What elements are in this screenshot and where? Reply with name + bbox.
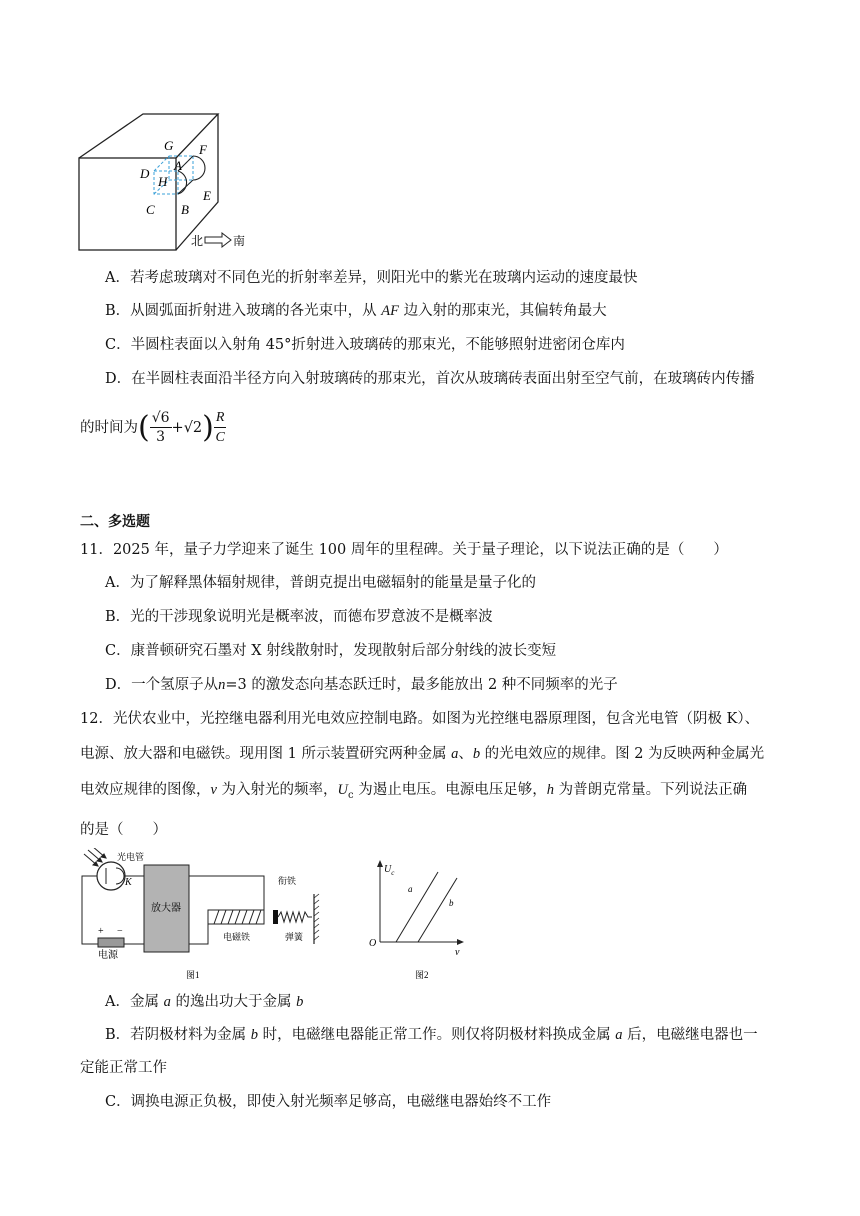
spring-icon [278, 912, 312, 922]
armature-label: 衔铁 [278, 876, 297, 886]
section-title: 二、多选题 [80, 514, 150, 530]
q12-option-b-line1: B．若阴极材料为金属 b 时，电磁继电器能正常工作。则仅将阴极材料换成金属 a 后，电磁继电器也一 [105, 1027, 758, 1043]
q11-option-b: B．光的干涉现象说明光是概率波，而德布罗意波不是概率波 [105, 609, 493, 625]
label-H: H [158, 174, 168, 189]
power-source-icon [98, 938, 124, 947]
power-label: 电源 [98, 950, 118, 961]
label-A: A [174, 158, 182, 173]
line-a-label: a [408, 884, 413, 894]
q12-option-c: C．调换电源正负极，即使入射光频率足够高，电磁继电器始终不工作 [105, 1094, 552, 1110]
armature-icon [273, 910, 278, 924]
q10-option-d-line2: 的时间为 ( $\frac{√6}{3}$ +√2 ) $\frac{R}{C}$ [80, 409, 225, 445]
q11-stem: 11．2025 年，量子力学迎来了诞生 100 周年的里程碑。关于量子理论，以下说法正确的是（ ） [80, 542, 728, 558]
q12-stem-line4: 的是（ ） [80, 822, 167, 838]
power-minus: − [117, 926, 123, 937]
cathode-label: K [125, 877, 132, 888]
line-b-label: b [449, 898, 454, 908]
direction-north: 北 [191, 234, 204, 248]
direction-south: 南 [233, 234, 246, 248]
q12-stem-line2: 电源、放大器和电磁铁。现用图 1 所示装置研究两种金属 a、b 的光电效应的规律。图 2 为反映两种金属光 [80, 746, 765, 762]
q11-option-c: C．康普顿研究石墨对 X 射线散射时，发现散射后部分射线的波长变短 [105, 643, 557, 659]
fraction-sqrt6-over-3: $\frac{√6}{3}$ [151, 410, 170, 445]
q11-option-d: D．一个氢原子从n=3 的激发态向基态跃迁时，最多能放出 2 种不同频率的光子 [105, 677, 618, 693]
q12-option-b-line2: 定能正常工作 [80, 1060, 167, 1076]
label-E: E [203, 188, 211, 203]
y-axis-label: $U_c$ [384, 864, 395, 877]
q11-option-a: A．为了解释黑体辐射规律，普朗克提出电磁辐射的能量是量子化的 [105, 575, 536, 591]
amplifier-label: 放大器 [151, 903, 181, 914]
relay-circuit-figure [76, 848, 326, 983]
phototube-icon [97, 862, 125, 890]
electromagnet-label: 电磁铁 [223, 932, 251, 942]
spring-label: 弹簧 [285, 932, 304, 942]
direction-arrow-icon [205, 233, 231, 247]
fig2-caption: 图2 [415, 970, 429, 980]
line-a [396, 872, 438, 942]
cube-figure [70, 108, 270, 258]
q10-option-c: C．半圆柱表面以入射角 45°折射进入玻璃砖的那束光，不能够照射进密闭仓库内 [105, 337, 625, 353]
origin-label: O [369, 938, 377, 949]
label-F: F [199, 142, 207, 157]
phototube-label: 光电管 [117, 852, 145, 862]
label-D: D [140, 166, 150, 181]
q12-option-a: A．金属 a 的逸出功大于金属 b [105, 994, 304, 1010]
uc-nu-graph [365, 858, 470, 983]
q10-option-d-line1: D．在半圆柱表面沿半径方向入射玻璃砖的那束光，首次从玻璃砖表面出射至空气前，在玻璃砖内传播 [105, 371, 755, 387]
q12-stem-line1: 12．光伏农业中，光控继电器利用光电效应控制电路。如图为光控继电器原理图，包含光电管（阴极 K）、 [80, 711, 760, 727]
q12-stem-line3: 电效应规律的图像，ν 为入射光的频率，$U_c$ 为遏止电压。电源电压足够，h 为普朗克常量。下列说法正确 [80, 782, 748, 801]
line-b [418, 878, 457, 942]
power-plus: + [98, 926, 104, 937]
q10-option-a: A．若考虑玻璃对不同色光的折射率差异，则阳光中的紫光在玻璃内运动的速度最快 [105, 270, 638, 286]
label-G: G [164, 138, 174, 153]
label-B: B [181, 202, 189, 217]
x-axis-label: ν [455, 947, 460, 958]
fraction-r-over-c: $\frac{R}{C}$ [215, 410, 225, 445]
q10-option-b: B．从圆弧面折射进入玻璃的各光束中，从 AF 边入射的那束光，其偏转角最大 [105, 303, 607, 319]
label-C: C [146, 202, 155, 217]
fig1-caption: 图1 [186, 970, 200, 980]
